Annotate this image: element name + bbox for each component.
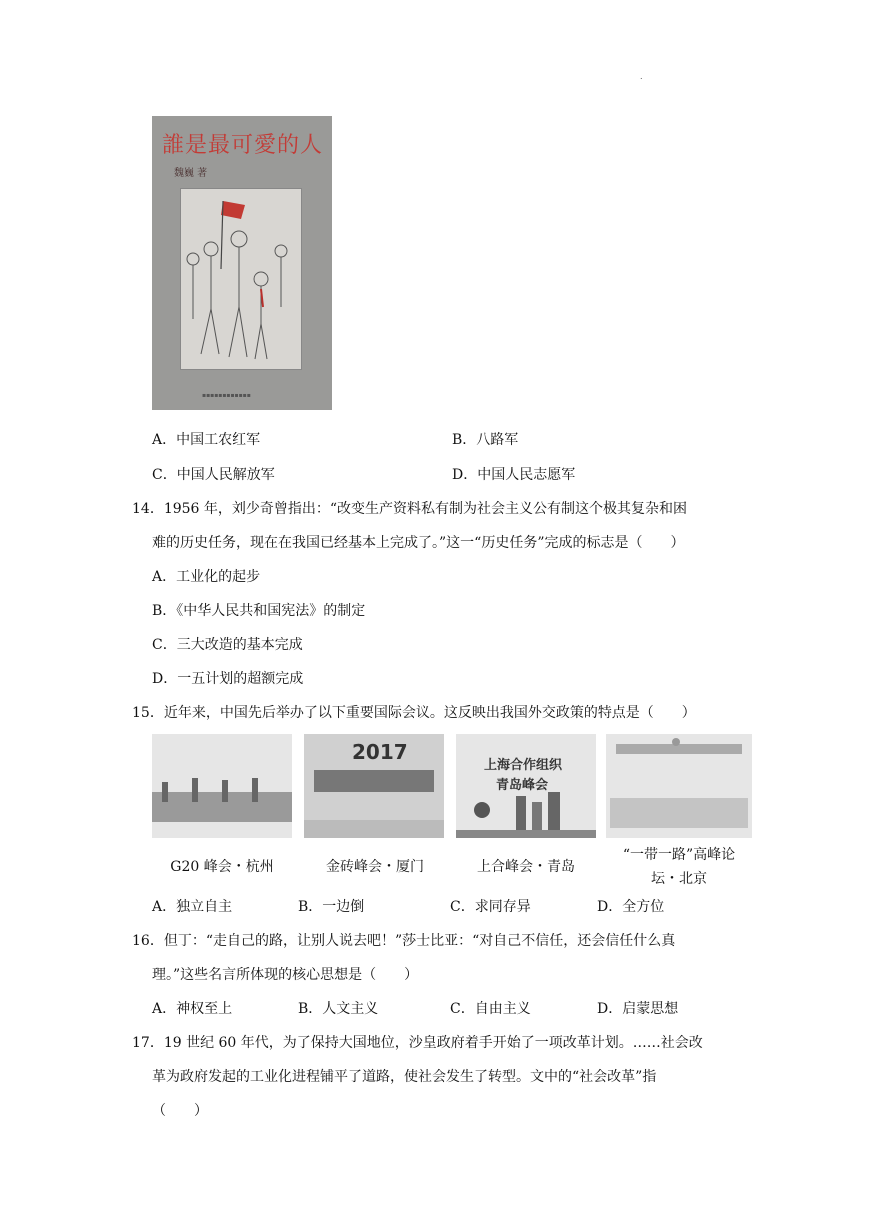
sco-qingdao-photo xyxy=(456,734,596,838)
q14-option-d: D．一五计划的超额完成 xyxy=(152,671,304,687)
book-cover-image xyxy=(152,116,332,410)
belt-road-beijing-photo xyxy=(606,734,752,838)
caption-g20: G20 峰会・杭州 xyxy=(170,859,274,875)
q16-option-c: C．自由主义 xyxy=(450,1001,531,1017)
q15-stem: 15．近年来，中国先后举办了以下重要国际会议。这反映出我国外交政策的特点是（ ） xyxy=(132,705,696,721)
q13-option-a: A．中国工农红军 xyxy=(152,432,261,448)
q15-option-b: B．一边倒 xyxy=(298,899,365,915)
g20-hangzhou-photo xyxy=(152,734,292,838)
sco-title-line1: 上海合作组织 xyxy=(484,758,563,773)
page-dot: . xyxy=(640,72,643,81)
q13-option-c: C．中国人民解放军 xyxy=(152,467,275,483)
q17-stem-line3: （ ） xyxy=(152,1103,208,1119)
q17-stem-line1: 17．19 世纪 60 年代，为了保持大国地位，沙皇政府着手开始了一项改革计划。……社会改 xyxy=(132,1035,703,1051)
q13-option-b: B．八路军 xyxy=(452,432,519,448)
q14-stem-line2: 难的历史任务，现在在我国已经基本上完成了。”这一“历史任务”完成的标志是（ ） xyxy=(152,535,685,551)
caption-sco: 上合峰会・青岛 xyxy=(477,859,575,875)
book-subtitle: 魏巍 著 xyxy=(174,168,208,179)
q17-stem-line2: 革为政府发起的工业化进程铺平了道路，使社会发生了转型。文中的“社会改革”指 xyxy=(152,1069,657,1085)
caption-belt-road-line2: 坛・北京 xyxy=(651,871,707,887)
q15-option-d: D．全方位 xyxy=(597,899,665,915)
q16-option-b: B．人文主义 xyxy=(298,1001,379,1017)
caption-belt-road-line1: “一带一路”高峰论 xyxy=(622,847,736,863)
q15-option-c: C．求同存异 xyxy=(450,899,531,915)
brics-xiamen-photo xyxy=(304,734,444,838)
q14-option-c: C．三大改造的基本完成 xyxy=(152,637,303,653)
q14-option-b: B．《中华人民共和国宪法》的制定 xyxy=(152,603,366,619)
brics-year-text: 2017 xyxy=(352,740,408,764)
sco-title-line2: 青岛峰会 xyxy=(496,778,549,793)
q13-option-d: D．中国人民志愿军 xyxy=(452,467,576,483)
caption-brics: 金砖峰会・厦门 xyxy=(326,859,424,875)
q16-stem-line1: 16．但丁：“走自己的路，让别人说去吧！”莎士比亚：“对自己不信任，还会信任什么真 xyxy=(132,933,676,949)
book-illustration xyxy=(180,188,302,370)
publisher-line: ▪▪▪▪▪▪▪▪▪▪▪▪ xyxy=(202,392,251,399)
q14-stem-line1: 14．1956 年，刘少奇曾指出：“改变生产资料私有制为社会主义公有制这个极其复杂和困 xyxy=(132,501,688,517)
q16-option-d: D．启蒙思想 xyxy=(597,1001,679,1017)
q14-option-a: A．工业化的起步 xyxy=(152,569,261,585)
q16-option-a: A．神权至上 xyxy=(152,1001,233,1017)
book-title: 誰是最可愛的人 xyxy=(162,133,324,158)
q16-stem-line2: 理。”这些名言所体现的核心思想是（ ） xyxy=(152,967,419,983)
q15-option-a: A．独立自主 xyxy=(152,899,233,915)
